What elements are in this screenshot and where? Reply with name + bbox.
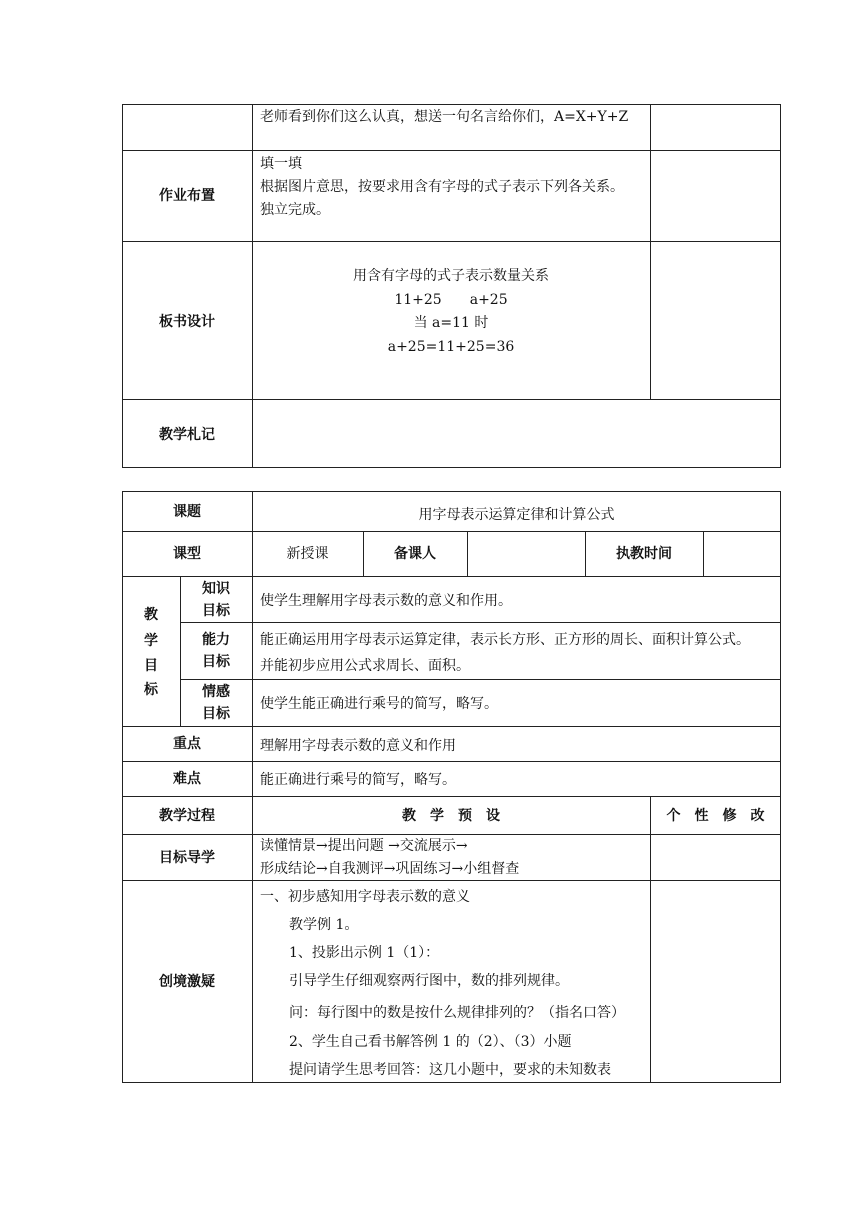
teaching-notes-label: 教学札记 [159, 427, 215, 443]
preparer-label: 备课人 [394, 546, 436, 562]
teach-time-label: 执教时间 [616, 546, 672, 562]
table-1 [122, 104, 781, 468]
motto-text: 老师看到你们这么认真，想送一句名言给你们，A=X+Y+Z [260, 109, 629, 125]
table-2-row-divider [122, 576, 781, 577]
personal-modification-header: 个 性 修 改 [666, 808, 765, 824]
table-1-row-divider [122, 241, 781, 242]
table-2-row-divider [122, 726, 781, 727]
table-2-row-divider [180, 679, 781, 680]
board-line: 用含有字母的式子表示数量关系 [353, 268, 549, 284]
table-2-row-divider [122, 834, 781, 835]
ability-goal-label: 目标 [202, 654, 230, 670]
homework-line: 根据图片意思，按要求用含有字母的式子表示下列各关系。 [260, 179, 624, 195]
table-2-row-divider [122, 531, 781, 532]
inspire-line: 提问请学生思考回答：这几小题中，要求的未知数表 [289, 1062, 611, 1078]
table-2-row-divider [180, 622, 781, 623]
key-point-value: 理解用字母表示数的意义和作用 [260, 738, 456, 754]
table-1-row-divider [122, 150, 781, 151]
board-line: a+25=11+25=36 [387, 339, 515, 355]
difficulty-value: 能正确进行乘号的简写，略写。 [260, 772, 456, 788]
inspire-line: 2、学生自己看书解答例 1 的（2）、（3）小题 [289, 1034, 572, 1050]
teaching-preset-header: 教 学 预 设 [402, 808, 500, 824]
table-1-col-divider-1 [252, 104, 253, 468]
emotion-goal-label: 目标 [202, 706, 230, 722]
inspire-line: 一、初步感知用字母表示数的意义 [260, 889, 470, 905]
lesson-type-label: 课型 [173, 546, 201, 562]
table-2-col-divider [252, 726, 253, 1083]
homework-line: 独立完成。 [260, 202, 330, 218]
ability-goal-text: 并能初步应用公式求周长、面积。 [260, 658, 470, 674]
board-line: 11+25 a+25 [394, 292, 508, 308]
board-design-label: 板书设计 [159, 314, 215, 330]
teaching-goals-label-char: 目 [144, 658, 158, 674]
table-2-row-divider [122, 796, 781, 797]
difficulty-label: 难点 [173, 771, 201, 787]
target-guidance-line: 形成结论→自我测评→巩固练习→小组督查 [260, 861, 520, 877]
teaching-goals-label-char: 教 [144, 607, 158, 623]
table-2-row-divider [122, 880, 781, 881]
emotion-goal-label: 情感 [202, 684, 230, 700]
teaching-goals-label-char: 标 [144, 682, 158, 698]
target-guidance-label: 目标导学 [159, 850, 215, 866]
ability-goal-label: 能力 [202, 632, 230, 648]
knowledge-goal-text: 使学生理解用字母表示数的意义和作用。 [260, 593, 512, 609]
topic-label: 课题 [173, 504, 201, 520]
table-2-col-divider [650, 796, 651, 1083]
homework-label: 作业布置 [159, 188, 215, 204]
topic-value: 用字母表示运算定律和计算公式 [418, 507, 615, 523]
knowledge-goal-label: 目标 [202, 603, 230, 619]
board-line: 当 a=11 时 [413, 315, 489, 331]
lesson-type-value: 新授课 [286, 546, 329, 562]
teaching-process-label: 教学过程 [159, 808, 215, 824]
target-guidance-line: 读懂情景→提出问题 →交流展示→ [260, 838, 468, 854]
teaching-goals-label-char: 学 [144, 633, 158, 649]
table-2-col-divider [703, 531, 704, 576]
table-2-row-divider [122, 761, 781, 762]
inspire-line: 问：每行图中的数是按什么规律排列的？（指名口答） [289, 1005, 625, 1021]
knowledge-goal-label: 知识 [202, 581, 230, 597]
table-2-col-divider [467, 531, 468, 576]
table-2-col-divider [252, 491, 253, 726]
inspire-line: 引导学生仔细观察两行图中，数的排列规律。 [289, 973, 569, 989]
inspire-line: 1、投影出示例 1（1）： [289, 945, 440, 961]
emotion-goal-text: 使学生能正确进行乘号的简写，略写。 [260, 696, 498, 712]
inspire-doubt-label: 创境激疑 [159, 974, 215, 990]
key-point-label: 重点 [173, 736, 201, 752]
homework-line: 填一填 [260, 156, 302, 172]
table-1-col-divider-2 [650, 104, 651, 400]
ability-goal-text: 能正确运用用字母表示运算定律，表示长方形、正方形的周长、面积计算公式。 [260, 632, 750, 648]
inspire-line: 教学例 1。 [289, 917, 359, 933]
table-1-row-divider [122, 399, 781, 400]
